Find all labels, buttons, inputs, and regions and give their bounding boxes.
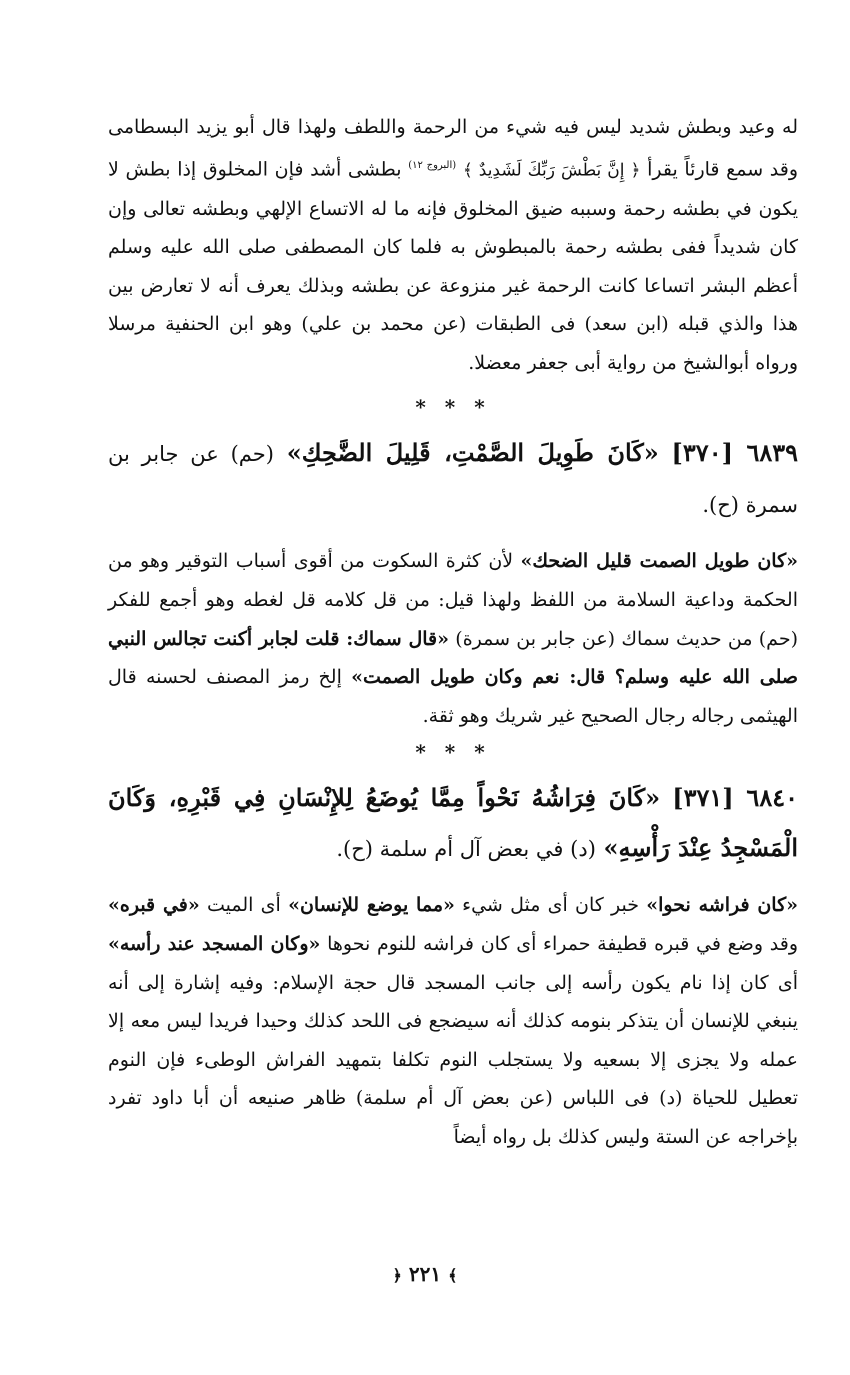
- commentary-6840: [108, 886, 798, 1156]
- hadith-6839: [108, 428, 798, 530]
- ornament-left-icon: ﴿: [392, 1266, 402, 1285]
- page-number: ٢٢١: [408, 1262, 442, 1286]
- separator-1: * * *: [415, 395, 491, 420]
- hadith-text: «كَانَ فِرَاشُهُ نَحْواً مِمَّا يُوضَعُ لِلإِنْسَانِ فِي قَبْرِهِ، وَكَانَ الْمَسْجِدُ عِنْدَ رَأْسِهِ»: [108, 783, 798, 863]
- hadith-source: (د) في بعض آل أم سلمة (ح).: [336, 837, 596, 862]
- commentary-quote: «في قبره»: [108, 894, 200, 917]
- hadith-number: ٦٨٣٩ [٣٧٠]: [671, 438, 798, 468]
- hadith-text: «كَانَ طَوِيلَ الصَّمْتِ، قَلِيلَ الضَّحِكِ»: [286, 438, 659, 468]
- commentary-quote: «مما يوضع للإنسان»: [288, 894, 455, 917]
- hadith-source: (حم) عن جابر بن سمرة (ح).: [108, 442, 798, 518]
- commentary-text: وقد وضع في قبره قطيفة حمراء أى كان فراشه للنوم نحوها: [327, 933, 798, 956]
- intro-text-1: له وعيد وبطش شديد ليس فيه شيء من الرحمة واللطف ولهذا قال أبو يزيد البسطامى وقد سمع قارئاً يقرأ: [108, 116, 799, 180]
- commentary-quote: «كان فراشه نحوا»: [646, 894, 799, 917]
- quran-verse: ﴿ إِنَّ بَطْشَ رَبِّكَ لَشَدِيدٌ ﴾: [462, 159, 641, 180]
- commentary-text: أى كان إذا نام يكون رأسه إلى جانب المسجد قال حجة الإسلام: وفيه إشارة إلى أنه ينبغي للإنسان أن يتذكر بنومه كذلك أنه سيضجع فى اللحد كذلك وحيدا فريدا ليس معه إلا عمله ولا يجزى إلا بسعيه ولا يستجلب النوم تكلفا بتمهيد الفراش الوطىء فإن النوم تعطيل للحياة (د) فى اللباس (عن بعض آل أم سلمة) ظاهر صنيعه أن أبا داود تفرد بإخراجه عن الستة وليس كذلك بل رواه أيضاً: [108, 971, 798, 1149]
- sura-reference: (البروج ١٢): [408, 159, 457, 171]
- commentary-text: أى الميت: [207, 894, 281, 917]
- separator-2: * * *: [415, 740, 491, 765]
- ornament-right-icon: ﴾: [448, 1266, 458, 1285]
- commentary-6839: [108, 542, 798, 735]
- hadith-number: ٦٨٤٠ [٣٧١]: [672, 783, 798, 813]
- intro-paragraph: [108, 108, 798, 382]
- hadith-6840: [108, 773, 798, 874]
- commentary-text: لأن كثرة السكوت من أقوى أسباب التوقير وهو من الحكمة وداعية السلامة من اللفظ ولهذا قيل: من قل كلامه قل لغطه وهو أجمع للفكر (حم) من حديث سماك (عن جابر بن سمرة): [108, 550, 798, 650]
- page-footer: [0, 1262, 850, 1286]
- intro-text-2: بطشى أشد فإن المخلوق إذا بطش لا يكون في بطشه رحمة وسببه ضيق المخلوق فإنه ما له الاتساع الإلهي وبطشه تعالى وإن كان شديداً ففى بطشه رحمة بالمبطوش به فلما كان المصطفى صلى الله عليه وسلم أعظم البشر اتساعا كانت الرحمة غير منزوعة عن بطشه وبذلك يعرف أنه لا تعارض بين هذا والذي قبله (ابن سعد) فى الطبقات (عن محمد بن علي) وهو ابن الحنفية مرسلا ورواه أبوالشيخ من رواية أبى جعفر معضلا.: [108, 157, 798, 374]
- commentary-text: إلخ رمز المصنف لحسنه قال الهيثمى رجاله رجال الصحيح غير شريك وهو ثقة.: [108, 666, 798, 727]
- page-body: [108, 108, 798, 1157]
- commentary-quote: «وكان المسجد عند رأسه»: [108, 933, 321, 956]
- commentary-quote: «قال سماك: قلت لجابر أكنت تجالس النبي صلى الله عليه وسلم؟ قال: نعم وكان طويل الصمت»: [108, 627, 799, 689]
- commentary-text: خبر كان أى مثل شيء: [462, 894, 639, 917]
- commentary-quote: «كان طويل الصمت قليل الضحك»: [520, 550, 798, 573]
